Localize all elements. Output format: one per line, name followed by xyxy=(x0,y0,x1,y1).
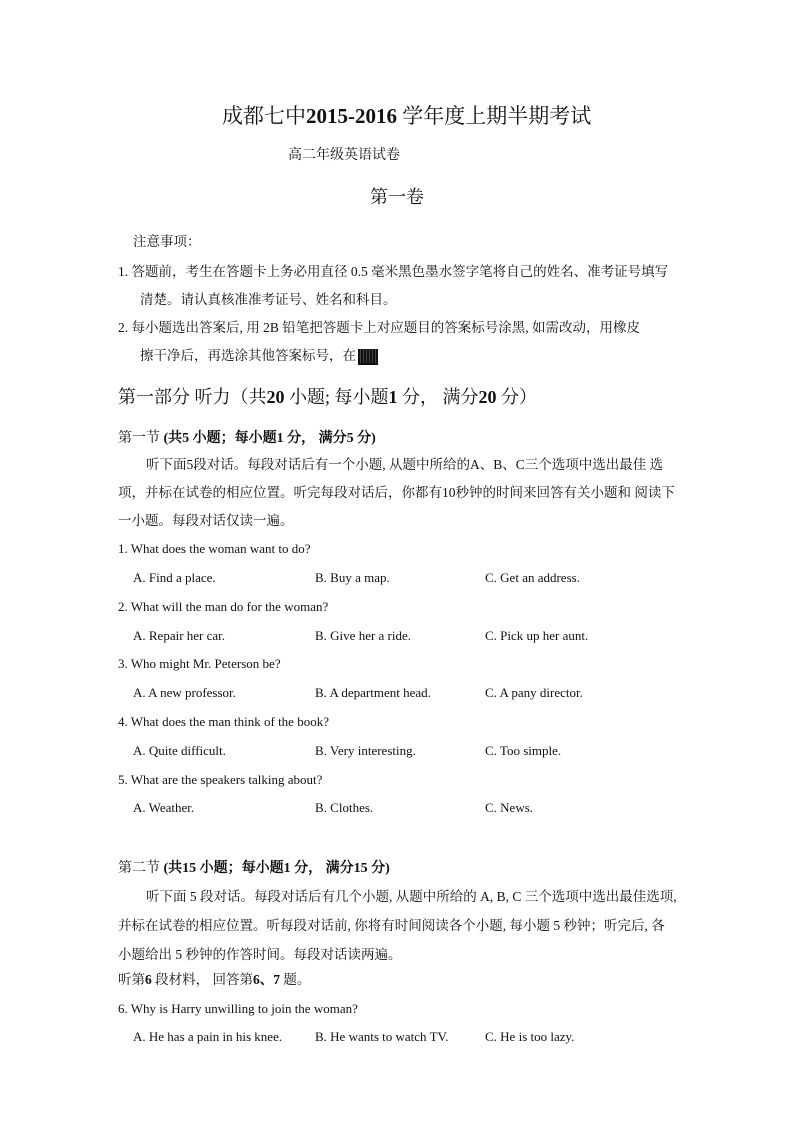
question-5: 5. What are the speakers talking about? xyxy=(118,772,323,787)
smudge-mark xyxy=(358,349,378,365)
notice-item-1-cont: 清楚。请认真核准准考证号、姓名和科目。 xyxy=(140,292,397,307)
question-3-option-b: B. A department head. xyxy=(315,685,431,700)
notice-item-1: 1. 答题前，考生在答题卡上务必用直径 0.5 毫米黑色墨水签字笔将自己的姓名、准考证号填写 xyxy=(118,264,669,279)
notice-item-2-cont: 擦干净后，再选涂其他答案标号，在 xyxy=(140,344,378,365)
question-4: 4. What does the man think of the book? xyxy=(118,714,329,729)
section-one-instruction: 听下面5段对话。每段对话后有一个小题, 从题中所给的A、B、C三个选项中选出最佳 选项，并标在试卷的相应位置。听完每段对话后，你都有10秒钟的时间来回答有关小题和 阅读下一小题。每段对话仅读一遍。 xyxy=(118,457,675,528)
question-6-option-b: B. He wants to watch TV. xyxy=(315,1029,449,1044)
volume-heading: 第一卷 xyxy=(370,187,424,207)
question-4-option-c: C. Too simple. xyxy=(485,743,562,758)
question-2-option-b: B. Give her a ride. xyxy=(315,628,412,643)
notice-heading: 注意事项： xyxy=(133,234,201,249)
question-1: 1. What does the woman want to do? xyxy=(118,541,311,556)
question-2-option-c: C. Pick up her aunt. xyxy=(485,628,589,643)
question-6: 6. Why is Harry unwilling to join the woman? xyxy=(118,1001,358,1016)
question-5-option-a: A. Weather. xyxy=(133,800,195,815)
section-two-heading: 第二节 (共15 小题；每小题1 分， 满分15 分) xyxy=(118,861,390,876)
notice-item-2: 2. 每小题选出答案后, 用 2B 铅笔把答题卡上对应题目的答案标号涂黑, 如需改动，用橡皮 xyxy=(118,320,641,335)
section-two-instruction: 听下面 5 段对话。每段对话后有几个小题, 从题中所给的 A, B, C 三个选项中选出最佳选项, 并标在试卷的相应位置。听每段对话前, 你将有时间阅读各个小题, 每小题 5 秒钟；听完后, 各小题给出 5 秒钟的作答时间。每段对话读两遍。 xyxy=(118,889,677,962)
question-5-option-c: C. News. xyxy=(485,800,534,815)
question-3-option-c: C. A pany director. xyxy=(485,685,583,700)
question-3-option-a: A. A new professor. xyxy=(133,685,236,700)
question-6-option-a: A. He has a pain in his knee. xyxy=(133,1029,283,1044)
question-1-option-a: A. Find a place. xyxy=(133,570,216,585)
question-1-option-b: B. Buy a map. xyxy=(315,570,390,585)
question-4-option-a: A. Quite difficult. xyxy=(133,743,226,758)
question-1-option-c: C. Get an address. xyxy=(485,570,580,585)
question-6-option-c: C. He is too lazy. xyxy=(485,1029,575,1044)
question-3: 3. Who might Mr. Peterson be? xyxy=(118,656,281,671)
material-6-heading: 听第6 段材料， 回答第6、7 题。 xyxy=(118,972,311,987)
question-4-option-b: B. Very interesting. xyxy=(315,743,416,758)
exam-subtitle: 高二年级英语试卷 xyxy=(288,148,400,163)
section-one-heading: 第一节 (共5 小题；每小题1 分， 满分5 分) xyxy=(118,431,376,446)
question-2-option-a: A. Repair her car. xyxy=(133,628,226,643)
question-5-option-b: B. Clothes. xyxy=(315,800,374,815)
exam-title: 成都七中2015-2016 学年度上期半期考试 xyxy=(222,104,592,128)
question-2: 2. What will the man do for the woman? xyxy=(118,599,329,614)
part-one-heading: 第一部分 听力（共20 小题; 每小题1 分， 满分20 分） xyxy=(118,387,538,407)
